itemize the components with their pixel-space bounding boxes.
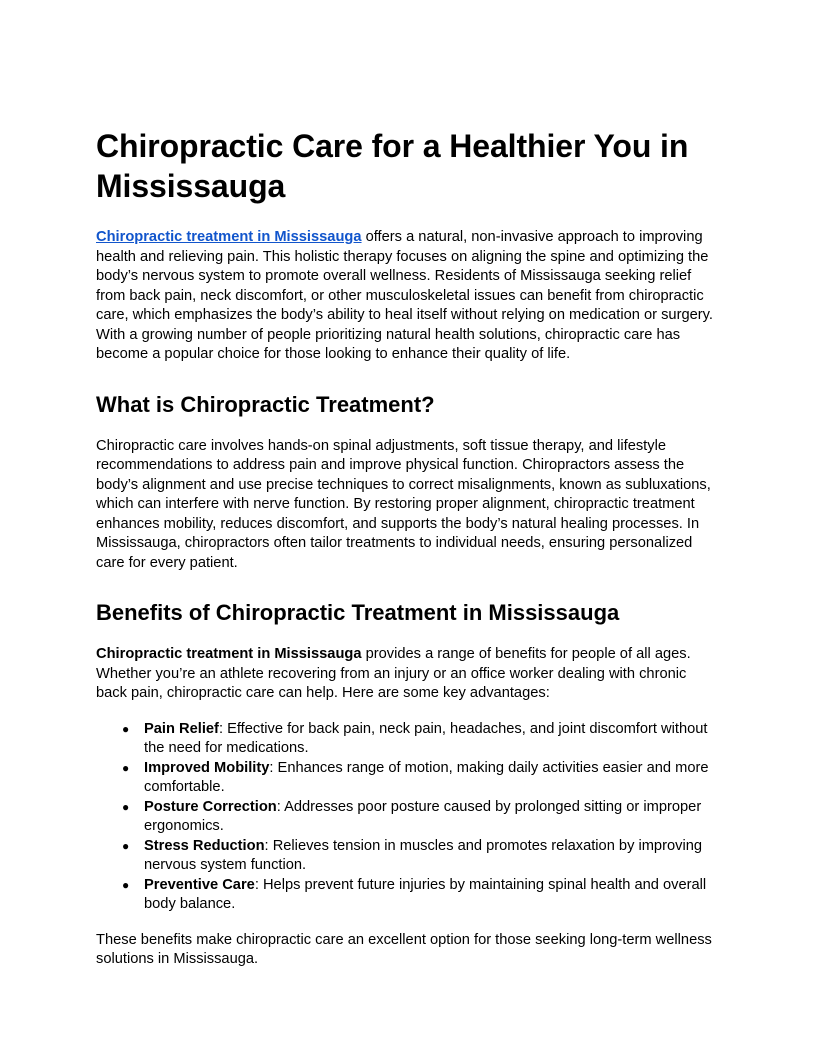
benefit-text: : Addresses poor posture caused by prolonged sitting or improper ergonomics. bbox=[144, 798, 702, 834]
bullet-icon: ● bbox=[122, 760, 130, 775]
benefit-label: Preventive Care bbox=[144, 876, 255, 893]
benefit-label: Posture Correction bbox=[144, 798, 277, 815]
list-item bbox=[122, 720, 720, 759]
benefits-intro-paragraph bbox=[96, 645, 720, 704]
section-heading-what-is: What is Chiropractic Treatment? bbox=[96, 391, 435, 417]
intro-text: offers a natural, non-invasive approach to improving health and relieving pain. This holistic therapy focuses on aligning the spine and optimizing the body’s nervous system to promote overall wellness. Residents of Mississauga seeking relief from back pain, neck discomfort, or other musculoskeletal issues can benefit from chiropractic care, which emphasizes the body’s ability to heal itself without relying on medication or surgery. With a growing number of people prioritizing natural health solutions, chiropractic care has become a popular choice for those looking to enhance their quality of life. bbox=[96, 229, 713, 362]
list-item bbox=[122, 837, 720, 876]
benefits-lead-text: provides a range of benefits for people of all ages. Whether you’re an athlete recovering from an injury or an office worker dealing with chronic back pain, chiropractic care can help. Here are some key advantages: bbox=[96, 646, 691, 701]
benefit-label: Pain Relief bbox=[144, 720, 219, 737]
bullet-icon: ● bbox=[122, 877, 130, 892]
what-is-paragraph: Chiropractic care involves hands-on spinal adjustments, soft tissue therapy, and lifestyle recommendations to address pain and improve physical function. Chiropractors assess the body’s alignment and use precise techniques to correct misalignments, known as subluxations, which can interfere with nerve function. By restoring proper alignment, chiropractic treatment enhances mobility, reduces discomfort, and supports the body’s natural healing processes. In Mississauga, chiropractors often tailor treatments to individual needs, ensuring personalized care for every patient. bbox=[96, 437, 711, 571]
benefits-lead-bold: Chiropractic treatment in Mississauga bbox=[96, 646, 362, 662]
benefit-text: : Helps prevent future injuries by maintaining spinal health and overall body balance. bbox=[144, 876, 707, 912]
list-item bbox=[122, 798, 720, 837]
intro-paragraph bbox=[96, 228, 720, 365]
bullet-icon: ● bbox=[122, 721, 130, 736]
closing-paragraph: These benefits make chiropractic care an excellent option for those seeking long-term wellness solutions in Mississauga. bbox=[96, 931, 712, 967]
list-item bbox=[122, 876, 720, 915]
page-title: Chiropractic Care for a Healthier You in Mississauga bbox=[96, 128, 689, 204]
bullet-icon: ● bbox=[122, 838, 130, 853]
benefits-list bbox=[96, 720, 720, 915]
list-item bbox=[122, 759, 720, 798]
section-heading-benefits: Benefits of Chiropractic Treatment in Mississauga bbox=[96, 600, 620, 625]
benefit-text: : Relieves tension in muscles and promotes relaxation by improving nervous system function. bbox=[144, 837, 703, 873]
benefit-label: Stress Reduction bbox=[144, 837, 265, 854]
benefit-label: Improved Mobility bbox=[144, 759, 270, 776]
chiropractic-treatment-link[interactable]: Chiropractic treatment in Mississauga bbox=[96, 229, 362, 245]
benefit-text: : Effective for back pain, neck pain, headaches, and joint discomfort without the need for medications. bbox=[144, 720, 708, 756]
benefit-text: : Enhances range of motion, making daily activities easier and more comfortable. bbox=[144, 759, 709, 795]
bullet-icon: ● bbox=[122, 799, 130, 814]
